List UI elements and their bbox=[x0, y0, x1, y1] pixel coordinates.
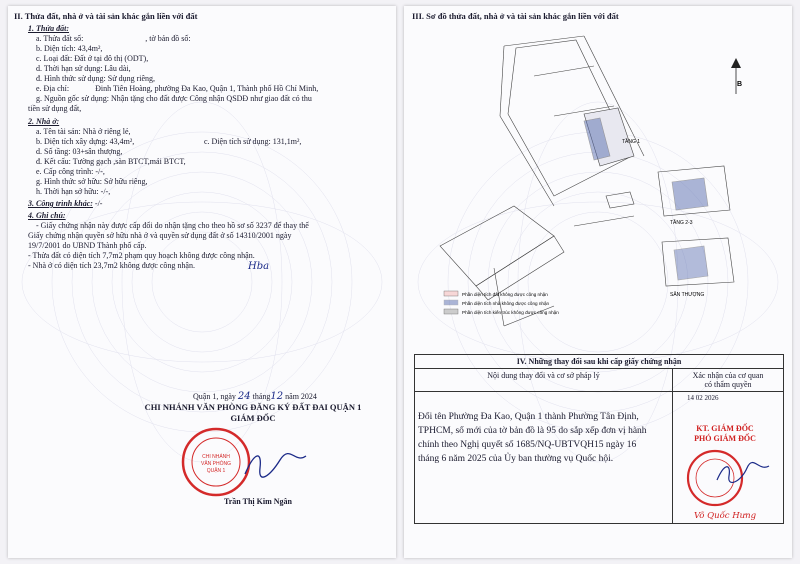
legend-2: Phần diện tích nhà không được công nhận bbox=[462, 301, 550, 306]
issue-date: Quận 1, ngày 24 tháng12 năm 2024 bbox=[193, 391, 317, 402]
land-area: b. Diện tích: 43,4m², bbox=[36, 44, 103, 53]
changes-col-content: Nội dung thay đổi và cơ sở pháp lý bbox=[415, 369, 673, 392]
office-role: GIÁM ĐỐC bbox=[230, 413, 276, 423]
note-3: - Nhà ở có diện tích 23,7m2 không được công nhận. bbox=[28, 261, 195, 270]
house-heading: 2. Nhà ở: bbox=[28, 117, 60, 126]
deputy-signature bbox=[713, 458, 773, 488]
legend-3: Phần diện tích kiến trúc không được công nhận bbox=[462, 310, 559, 315]
svg-text:VĂN PHÒNG: VĂN PHÒNG bbox=[200, 461, 232, 467]
changes-table bbox=[414, 354, 784, 524]
house-floors: d. Số tầng: 03+sân thượng, bbox=[36, 147, 123, 156]
north-label: B bbox=[737, 81, 743, 88]
floor-2-3-label: TẦNG 2-3 bbox=[670, 220, 693, 226]
changes-confirmation bbox=[673, 392, 784, 524]
initials-signature: Hba bbox=[248, 261, 270, 272]
changes-content: Đổi tên Phường Đa Kao, Quận 1 thành Phường Tân Định, TPHCM, số mới của tờ bản đồ là 95 do sắp xếp đơn vị hành chính theo Nghị quyết số 1685/NQ-UBTVQH15 ngày 16 tháng 6 năm 2025 của Ủy ban thường vụ Quốc hội. bbox=[415, 392, 673, 524]
house-ownership: g. Hình thức sở hữu: Sở hữu riêng, bbox=[36, 177, 148, 186]
note-1a: - Giấy chứng nhận này được cấp đổi do nhận tặng cho theo hồ sơ số 3237 để thay thế bbox=[36, 221, 309, 230]
section-title: II. Thửa đất, nhà ở và tài sản khác gắn liền với đất bbox=[14, 11, 198, 21]
confirm-date-stamp: 14 02 2026 bbox=[687, 394, 719, 402]
land-use-form: đ. Hình thức sử dụng: Sử dụng riêng, bbox=[36, 74, 156, 83]
land-origin-cont: tiền sử dụng đất, bbox=[28, 104, 82, 113]
site-plan bbox=[404, 6, 792, 346]
svg-text:CHI NHÁNH: CHI NHÁNH bbox=[202, 454, 230, 460]
floor-1-label: TẦNG 1 bbox=[622, 139, 641, 145]
land-origin: g. Nguồn gốc sử dụng: Nhận tặng cho đất được Công nhận QSDĐ như giao đất có thu bbox=[36, 94, 312, 103]
rooftop-label: SÂN THƯỢNG bbox=[670, 292, 705, 298]
land-type: c. Loại đất: Đất ở tại đô thị (ODT), bbox=[36, 54, 149, 63]
office-name: CHI NHÁNH VĂN PHÒNG ĐĂNG KÝ ĐẤT ĐAI QUẬN 1 bbox=[144, 402, 362, 412]
section-title: III. Sơ đồ thửa đất, nhà ở và tài sản khác gắn liền với đất bbox=[412, 11, 619, 21]
note-1c: 19/7/2001 do UBND Thành phố cấp. bbox=[28, 241, 147, 250]
signer-name: Trần Thị Kim Ngân bbox=[224, 497, 292, 506]
notes-heading: 4. Ghi chú: bbox=[28, 211, 66, 220]
house-grade: e. Cấp công trình: -/-, bbox=[36, 167, 105, 176]
house-name: a. Tên tài sản: Nhà ở riêng lẻ, bbox=[36, 127, 131, 136]
changes-col-confirm: Xác nhận của cơ quan có thẩm quyền bbox=[673, 369, 784, 392]
director-signature bbox=[240, 446, 310, 486]
legend-1: Phần diện tích đất không được công nhận bbox=[462, 292, 548, 297]
right-page bbox=[404, 6, 792, 558]
house-term: h. Thời hạn sở hữu: -/-, bbox=[36, 187, 111, 196]
confirm-kt-label: KT. GIÁM ĐỐC bbox=[696, 424, 754, 433]
house-build-area: b. Diện tích xây dựng: 43,4m², bbox=[36, 137, 135, 146]
other-works: 3. Công trình khác: -/- bbox=[28, 199, 103, 208]
land-parcel-number: a. Thửa đất số: , tờ bản đồ số: bbox=[36, 34, 191, 43]
confirm-deputy-label: PHÓ GIÁM ĐỐC bbox=[694, 434, 756, 443]
land-heading: 1. Thửa đất: bbox=[28, 24, 70, 33]
house-use-area: c. Diện tích sử dụng: 131,1m², bbox=[204, 137, 302, 146]
deputy-signer-name: Võ Quốc Hưng bbox=[693, 511, 757, 521]
note-1b: Giấy chứng nhận quyền sở hữu nhà ở và quyền sử dụng đất ở số 14310/2001 ngày bbox=[28, 231, 292, 240]
land-address: e. Địa chỉ: Đinh Tiên Hoàng, phường Đa Kao, Quận 1, Thành phố Hồ Chí Minh, bbox=[36, 84, 319, 93]
svg-text:QUẬN 1: QUẬN 1 bbox=[206, 468, 226, 474]
land-term: d. Thời hạn sử dụng: Lâu dài, bbox=[36, 64, 131, 73]
house-structure: đ. Kết cấu: Tường gạch ,sàn BTCT,mái BTCT, bbox=[36, 157, 186, 166]
left-page bbox=[8, 6, 396, 558]
changes-title: IV. Những thay đổi sau khi cấp giấy chứng nhận bbox=[415, 355, 784, 369]
note-2: - Thửa đất có diện tích 7,7m2 phạm quy hoạch không được công nhận. bbox=[28, 251, 255, 260]
